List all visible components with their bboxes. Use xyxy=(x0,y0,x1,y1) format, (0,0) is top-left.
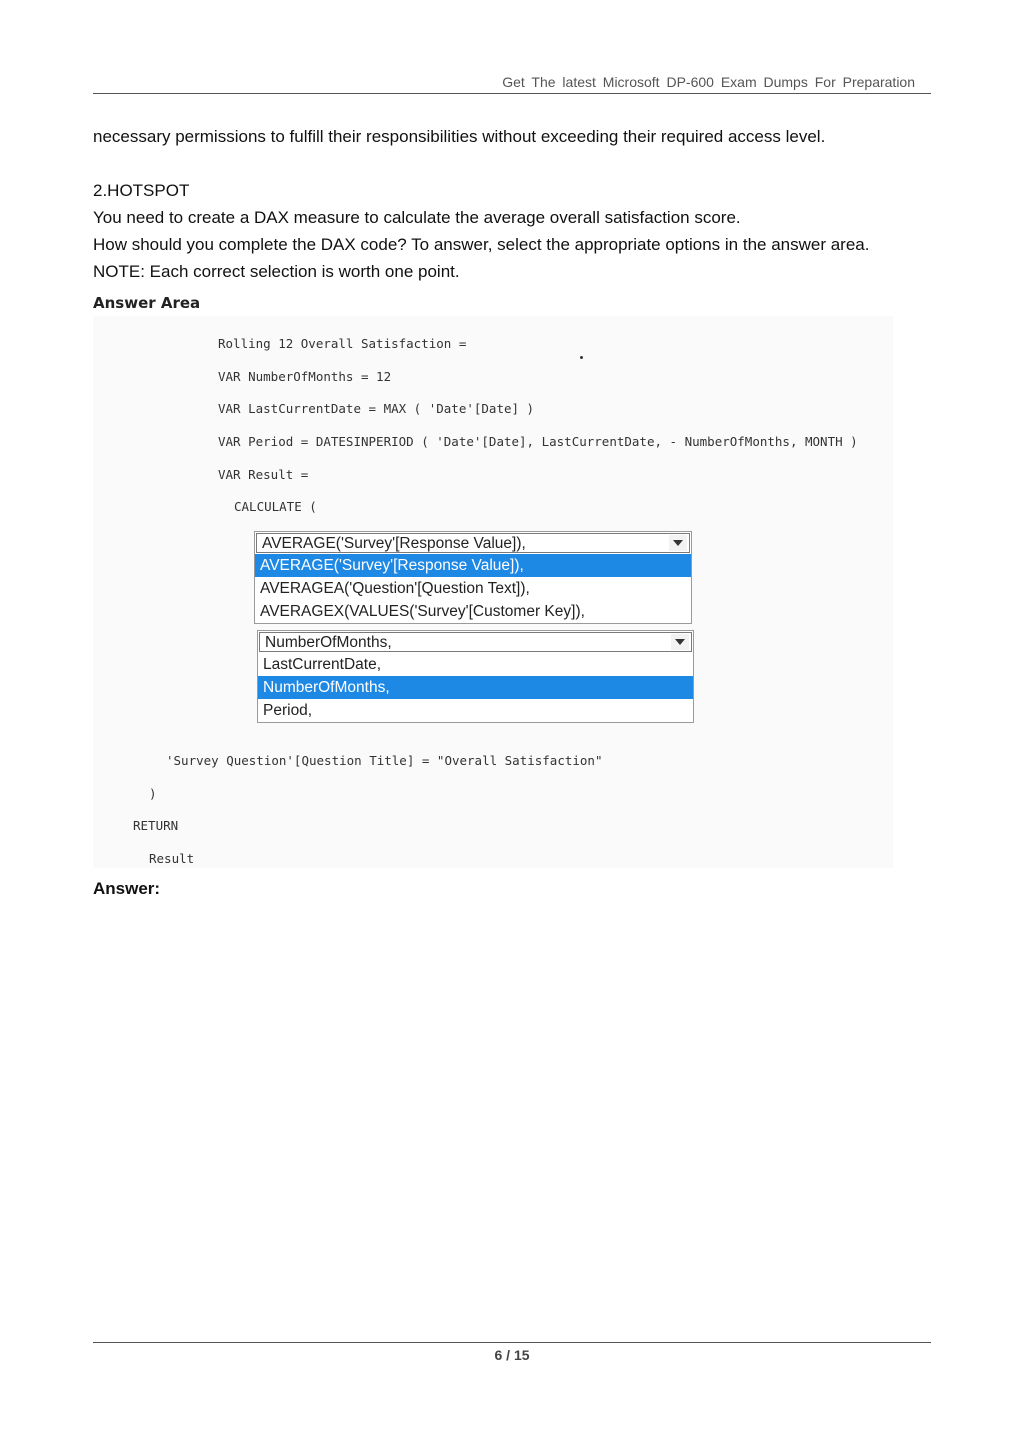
answer-area-label: Answer Area xyxy=(93,294,201,312)
code-line-result: Result xyxy=(149,851,195,866)
dropdown-filter-option[interactable]: Period, xyxy=(263,702,313,719)
page-footer xyxy=(93,1342,931,1363)
dropdown-filter-option[interactable]: NumberOfMonths, xyxy=(258,676,693,699)
dropdown-aggregate-option[interactable]: AVERAGE('Survey'[Response Value]), xyxy=(255,554,691,577)
stray-dot xyxy=(580,356,583,359)
question-line-2: How should you complete the DAX code? To answer, select the appropriate options in the answer area. xyxy=(93,235,870,254)
dropdown-filter-selected[interactable]: NumberOfMonths, xyxy=(259,632,692,652)
page-number: 6 / 15 xyxy=(494,1347,530,1363)
code-line-calculate: CALCULATE ( xyxy=(234,499,317,514)
dropdown-aggregate-selected[interactable]: AVERAGE('Survey'[Response Value]), xyxy=(256,533,690,553)
code-line-close-paren: ) xyxy=(149,786,157,801)
code-line-var-months: VAR NumberOfMonths = 12 xyxy=(218,369,392,384)
code-line-measure: Rolling 12 Overall Satisfaction = xyxy=(218,336,467,351)
answer-label: Answer: xyxy=(93,879,161,898)
chevron-down-icon[interactable] xyxy=(669,535,687,551)
dropdown-aggregate-option[interactable]: AVERAGEX(VALUES('Survey'[Customer Key]), xyxy=(260,603,585,620)
dropdown-filter-option[interactable]: LastCurrentDate, xyxy=(263,656,382,673)
question-note: NOTE: Each correct selection is worth one point. xyxy=(93,262,460,281)
code-line-var-period: VAR Period = DATESINPERIOD ( 'Date'[Date], LastCurrentDate, - NumberOfMonths, MONTH ) xyxy=(218,434,858,449)
code-line-filter: 'Survey Question'[Question Title] = "Overall Satisfaction" xyxy=(166,753,603,768)
code-line-var-lastdate: VAR LastCurrentDate = MAX ( 'Date'[Date] ) xyxy=(218,401,535,416)
question-number: 2.HOTSPOT xyxy=(93,181,190,200)
dropdown-aggregate[interactable] xyxy=(254,531,692,624)
intro-text: necessary permissions to fulfill their responsibilities without exceeding their required access level. xyxy=(93,127,826,146)
question-line-1: You need to create a DAX measure to calculate the average overall satisfaction score. xyxy=(93,208,741,227)
chevron-down-icon[interactable] xyxy=(671,634,689,650)
header-text: Get The latest Microsoft DP-600 Exam Dumps For Preparation xyxy=(502,74,915,90)
dropdown-aggregate-option[interactable]: AVERAGEA('Question'[Question Text]), xyxy=(260,580,530,597)
code-line-var-result: VAR Result = xyxy=(218,467,309,482)
dropdown-filter[interactable] xyxy=(257,630,694,723)
page-header xyxy=(93,72,931,94)
code-line-return: RETURN xyxy=(133,818,179,833)
